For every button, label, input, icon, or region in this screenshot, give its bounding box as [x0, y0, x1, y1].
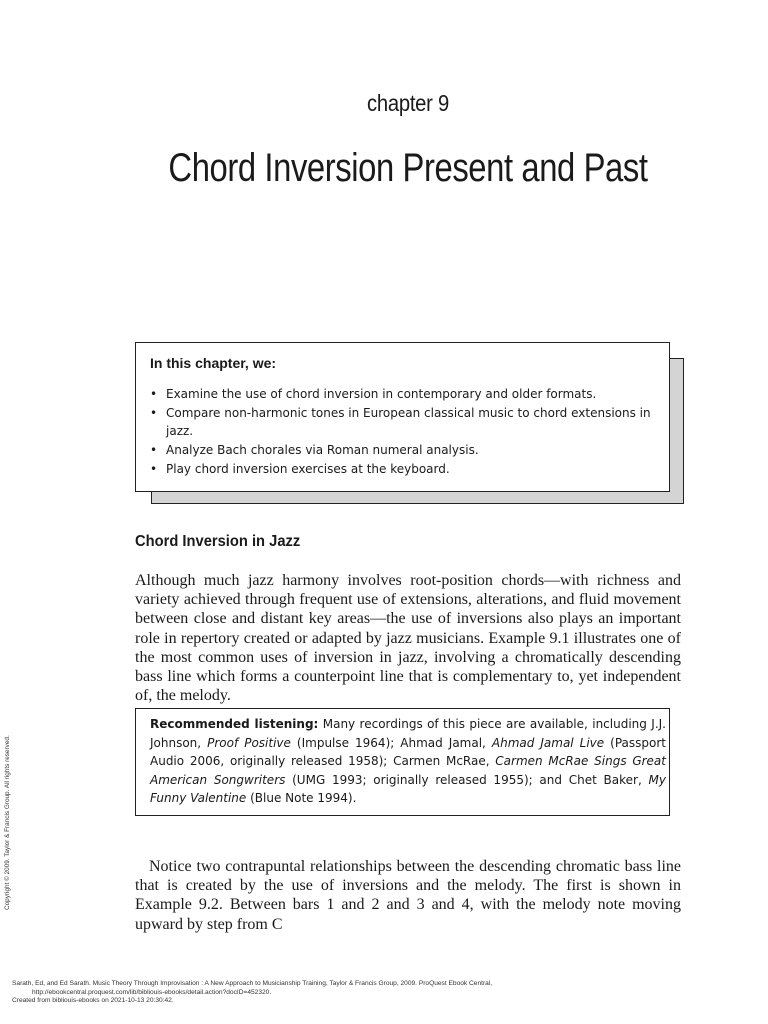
list-item: • Compare non-harmonic tones in European classical music to chord extensions in jazz. — [150, 406, 651, 438]
objectives-list — [150, 385, 660, 479]
bullet-icon: • — [150, 443, 158, 457]
footer-created: Created from bibliouis-ebooks on 2021-10-13 20:30:42. — [12, 997, 174, 1005]
list-item: • Analyze Bach chorales via Roman numeral analysis. — [150, 443, 479, 457]
recommended-listening-box — [135, 708, 670, 816]
list-item: • Play chord inversion exercises at the keyboard. — [150, 462, 450, 476]
chapter-number: chapter 9 — [366, 90, 450, 116]
page-footer — [12, 980, 762, 1006]
section-heading: Chord Inversion in Jazz — [135, 533, 301, 550]
recommended-listening-text: Recommended listening: Many recordings of this piece are available, including J.J. Johnson, Proof Positive (Impulse 1964); Ahmad Jamal, Ahmad Jamal Live (Passport Audio 2006, originally released 1958); Carmen McRae, Carmen McRae Sings Great American Songwriters (UMG 1993; originally released 1955); and Chet Baker, My Funny Valentine (Blue Note 1994). — [150, 717, 666, 806]
footer-citation: Sarath, Ed, and Ed Sarath. Music Theory Through Improvisation : A New Approach to Musicianship Training, Taylor & Francis Group, 2009. ProQuest Ebook Central, — [12, 980, 493, 987]
body-paragraph: Although much jazz harmony involves root-position chords—with richness and variety achieved through frequent use of extensions, alterations, and fluid movement between close and distant key areas—the use of inversions also plays an important role in repertory created or adapted by jazz musicians. Example 9.1 illustrates one of the most common uses of inversion in jazz, involving a chromatically descending bass line which forms a counterpoint line that is complementary to, yet independent of, the melody. — [135, 572, 681, 705]
side-copyright-notice: Copyright © 2009. Taylor & Francis Group. All rights reserved. — [4, 735, 11, 910]
album-title: My Funny Valentine — [150, 772, 666, 806]
album-title: Carmen McRae Sings Great American Songwriters — [150, 754, 666, 787]
album-title: Ahmad Jamal Live — [491, 735, 605, 750]
bullet-icon: • — [150, 462, 158, 476]
body-paragraph: Notice two contrapuntal relationships between the descending chromatic bass line that is created by the use of inversions and the melody. The first is shown in Example 9.2. Between bars 1 and 2 and 3 and 4, with the melody note moving upward by step from C — [135, 858, 681, 933]
bullet-icon: • — [150, 387, 158, 401]
bullet-icon: • — [150, 406, 158, 420]
recommended-listening-label: Recommended listening: — [150, 717, 319, 731]
objectives-heading: In this chapter, we: — [150, 355, 277, 371]
footer-link[interactable]: http://ebookcentral.proquest.com/lib/bibliouis-ebooks/detail.action?docID=452320. — [32, 988, 272, 996]
album-title: Proof Positive — [207, 735, 291, 750]
objectives-box — [135, 342, 670, 492]
chapter-title: Chord Inversion Present and Past — [168, 146, 648, 190]
list-item: • Examine the use of chord inversion in contemporary and older formats. — [150, 387, 597, 401]
